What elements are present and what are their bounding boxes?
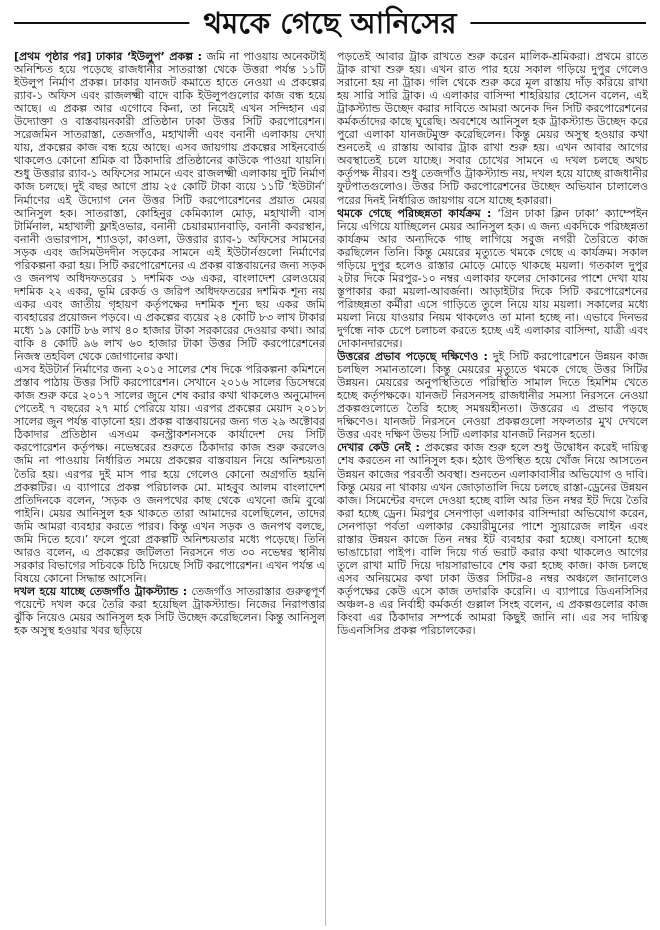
subheading: দেখার কেউ নেই : <box>337 441 420 455</box>
paragraph <box>337 441 648 637</box>
paragraph: পড়তেই আবার ট্রাক রাখতে শুরু করেন মালিক-শ্রমিকরা। প্রথমে রাতে ট্রাক রাখা শুরু হয়। এখন রাত পার হয়ে সকাল গড়িয়ে দুপুর গেলেও সরানো হয় না ট্রাক। গলি থেকে শুরু করে মূল রাস্তায় দাঁড় করিয়ে রাখা হয় সারি সারি ট্রাক। এ এলাকার বাসিন্দা শাহরিয়ার হোসেন বলেন, এই ট্রাকস্ট্যান্ড উচ্ছেদ করার দাবিতে আমরা অনেক দিন সিটি করপোরেশনের কর্মকর্তাদের কাছে ঘুরেছি। অবশেষে আনিসুল হক ট্রাকস্ট্যান্ড উচ্ছেদ করে পুরো এলাকা যানজটমুক্ত করেছিলেন। কিন্তু মেয়র অসুস্থ হওয়ার কথা শুনতেই এ রাস্তায় আবার ট্রাক রাখা শুরু হয়। এখন আবার আগের অবস্থাতেই চলে যাচ্ছে। সবার চোখের সামনে এ দখল চলছে অথচ কর্তৃপক্ষ নীরব। শুধু তেজগাঁও ট্রাকস্ট্যান্ড নয়, দখল হয়ে যাচ্ছে রাজধানীর ফুটপাতগুলোও। উত্তর সিটি করপোরেশনের উচ্ছেদ অভিযান চালালেও পরের দিনই নির্ধারিত জায়গায় বসে যাচ্ছে হকাররা। <box>337 50 648 207</box>
paragraph-text: তেজগাঁও সাতরাস্তার গুরুত্বপূর্ণ পয়েন্টে দখল করে তৈরি করা হয়েছিল ট্রাকস্ট্যান্ড। নিজের নিরাপত্তার ঝুঁকি নিয়েও মেয়র আনিসুল হক সিটি উচ্ছেদ করেছিলেন। কিন্তু আনিসুল হক অসুস্থ হওয়ার খবর ছড়িয়ে <box>14 584 325 638</box>
paragraph: এসব ইউটার্ন নির্মাণের জন্য ২০১৫ সালের শেষ দিকে পরিকল্পনা কমিশনে প্রস্তাব পাঠায় উত্তর সিটি করপোরেশন। সেখানে ২০১৬ সালের ডিসেম্বরে কাজ শুরু করে ২০১৭ সালের জুনে শেষ করার কথা থাকলেও অনুমোদন পেতেই ৭ বছরের ২৭ মার্চ পেরিয়ে যায়। এরপর প্রকল্পের মেয়াদ ২০১৮ সালের জুন পর্যন্ত বাড়ানো হয়। প্রকল্প বাস্তবায়নের জন্য গত ২৯ অক্টোবর ঠিকাদার প্রতিষ্ঠান এসএম কনস্ট্রাকশনসকে কার্যাদেশ দেয় সিটি করপোরেশন কর্তৃপক্ষ। নভেম্বরের শুরুতে ঠিকাদার কাজ শুরু করলেও জমি না পাওয়ায় নির্ধারিত সময়ে প্রকল্পের বাস্তবায়ন নিয়ে অনিশ্চয়তা তৈরি হয়। এরপর দুই মাস পার হয়ে গেলেও কোনো অগ্রগতি হয়নি প্রকল্পটির। এ ব্যাপারে প্রকল্প পরিচালক মো. মাহবুব আলম বাংলাদেশ প্রতিদিনকে বলেন, ‘সড়ক ও জনপথের কাছ থেকে এখনো জমি বুঝে পাইনি। মেয়র আনিসুল হক থাকতে তারা আমাদের বলেছিলেন, তাদের জমি আমরা ব্যবহার করতে পারব। কিন্তু এখন সড়ক ও জনপথ বলছে, জমি দিতে হবে।’ ফলে পুরো প্রকল্পটি অনিশ্চয়তার মধ্যে পড়েছে। তিনি আরও বলেন, এ প্রকল্পের জটিলতা নিরসনে গত ৩০ নভেম্বর স্থানীয় সরকার বিভাগের সচিবকে চিঠি দিয়েছে সিটি করপোরেশন। এখন পর্যন্ত এ বিষয়ে কোনো সিদ্ধান্ত আসেনি। <box>14 363 325 585</box>
paragraph <box>337 350 648 441</box>
headline: থমকে গেছে আনিসের <box>189 4 470 42</box>
paragraph-text: জমি না পাওয়ায় অনেকটাই অনিশ্চিত হয়ে পড়েছে রাজধানীর সাতরাস্তা থেকে উত্তরা পর্যন্ত ১১টি ইউলুপ নির্মাণ প্রকল্প। ঢাকার যানজট কমাতে হাতে নেওয়া এ প্রকল্পের র‌্যাব-১ অফিস এবং রাজলক্ষ্মী বাদে বাকি ইউলুপগুলোর কাজ বন্ধ হয়ে আছে। এ প্রকল্প আর এগোবে কিনা, তা নিয়েই এখন সন্দিহান এর উদ্যোক্তা ও বাস্তবায়নকারী প্রতিষ্ঠান ঢাকা উত্তর সিটি করপোরেশন। সরেজমিন সাতরাস্তা, তেজগাঁও, মহাখালী এবং বনানী এলাকায় দেখা যায়, প্রকল্পের কাজ বন্ধ হয়ে আছে। এসব জায়গায় প্রকল্পের সাইনবোর্ড থাকলেও কোনো শ্রমিক বা ঠিকাদারি প্রতিষ্ঠানের কাউকে পাওয়া যায়নি। শুধু উত্তরার র‌্যাব-১ অফিসের সামনে এবং রাজলক্ষ্মী এলাকায় দুটি নির্মাণ কাজ চলছে। দুই বছর আগে প্রায় ২৫ কোটি টাকা ব্যয়ে ১১টি ‘ইউটার্ন’ নির্মাণের এই উদ্যোগ নেন উত্তর সিটি করপোরেশনের প্রয়াত মেয়র আনিসুল হক। সাতরাস্তা, কোহিনুর কেমিক্যাল মোড়, মহাখালী বাস টার্মিনাল, মহাখালী ফ্লাইওভার, বনানী চেয়ারম্যানবাড়ি, বনানী কবরস্থান, বনানী ওভারপাস, শ্যাওড়া, কাওলা, উত্তরার র‌্যাব-১ অফিসের সামনের সড়ক এবং জসিমউদদীন সড়কের সামনে এই ইউটার্নগুলো নির্মাণের পরিকল্পনা করা হয়। সিটি করপোরেশনের এ প্রকল্প বাস্তবায়নের জন্য সড়ক ও জনপথ অধিদফতরের ১ দশমিক ৩৬ একর, বাংলাদেশ রেলওয়ের দশমিক ২২ একর, ভূমি রেকর্ড ও জরিপ অধিদফতরের দশমিক শূন্য নয় একর এবং জাতীয় গৃহায়ণ কর্তৃপক্ষের দশমিক শূন্য ছয় একর জমি ব্যবহারের প্রয়োজন পড়বে। এ প্রকল্পের ব্যয়ের ২৪ কোটি ৮৩ লাখ টাকার মধ্যে ১৯ কোটি ৮৬ লাখ ৪০ হাজার টাকা সরকারের দেওয়ার কথা। আর বাকি ৪ কোটি ৯৬ লাখ ৬০ হাজার টাকা উত্তর সিটি করপোরেশনের নিজস্ব তহবিল থেকে জোগানোর কথা। <box>14 50 325 364</box>
paragraph <box>14 585 325 637</box>
paragraph <box>14 50 325 363</box>
headline-bar <box>0 0 660 46</box>
column-right <box>337 50 648 926</box>
column-left <box>14 50 325 926</box>
paragraph <box>337 207 648 351</box>
subheading: দখল হয়ে যাচ্ছে তেজগাঁও ট্রাকস্ট্যান্ড : <box>14 584 188 598</box>
subheading: থমকে গেছে পরিচ্ছন্নতা কার্যক্রম : <box>337 206 492 220</box>
article-columns <box>14 50 648 926</box>
paragraph-text: প্রকল্পের কাজ শুরু হলে শুধু উদ্বোধন করেই দায়িত্ব শেষ করতেন না আনিসুল হক। হঠাৎ উপস্থিত হয়ে খোঁজ নিয়ে আসতেন উন্নয়ন কাজের পরবর্তী অবস্থা। শুনতেন এলাকাবাসীর অভিযোগ ও দাবি। কিন্তু মেয়র না থাকায় এখন জোড়াতালি দিয়ে চলছে রাস্তা-ড্রেনের উন্নয়ন কাজ। সিমেন্টের বদলে দেওয়া হচ্ছে বালি আর তিন নম্বর ইট দিয়ে তৈরি করা হচ্ছে ড্রেন। মিরপুর সেনপাড়া এলাকার বাসিন্দারা অভিযোগ করেন, সেনপাড়া পর্বতা এলাকার কেয়ারীমুনের পাশে স্যুয়ারেজ লাইন এবং রাস্তার উন্নয়ন কাজে তিন নম্বর ইট ব্যবহার করা হচ্ছে। বসানো হচ্ছে ভাঙাচোরা পাইপ। বালি দিয়ে গর্ত ভরাট করার কথা থাকলেও আগের তুলে রাখা মাটি দিয়ে দায়সারাভাবে শেষ করা হচ্ছে কাজ। কাজ চলছে এসব অনিয়মের কথা ঢাকা উত্তর সিটির-৪ নম্বর অঞ্চলে জানালেও কর্তৃপক্ষের কেউ এসে কাজ তদারকি করেনি। এ ব্যাপারে ডিএনসিসির অঞ্চল-৪ এর নির্বাহী কর্মকর্তা গুল্লাল সিংহ বলেন, এ প্রকল্পগুলোর কাজ কিংবা এর ঠিকাদার সম্পর্কে আমরা কিছুই জানি না। এর সব দায়িত্ব ডিএনসিসির প্রকল্প পরিচালকের। <box>337 441 648 638</box>
lead-label: [প্রথম পৃষ্ঠার পর] ঢাকার ‘ইউলুপ’ প্রকল্প : <box>14 50 202 63</box>
paragraph-text: দুই সিটি করপোরেশনে উন্নয়ন কাজ চলছিল সমানতালে। কিন্তু মেয়রের মৃত্যুতে থমকে গেছে উত্তর সিটির উন্নয়ন। মেয়রের অনুপস্থিতিতে পরিস্থিতি সামাল দিতে হিমশিম খেতে হচ্ছে কর্তৃপক্ষকে। যানজট নিরসনসহ রাজধানীর সমস্যা নিরসনে নেওয়া প্রকল্পগুলোতে তৈরি হচ্ছে সমন্বয়হীনতা। উত্তরের এ প্রভাব পড়ছে দক্ষিণেও। যানজট নিরসনে নেওয়া প্রকল্পগুলো সফলতার মুখ দেখলে উত্তর এবং দক্ষিণ উভয় সিটি এলাকার যানজট নিরসন হতো। <box>337 350 648 442</box>
paragraph-text: ‘গ্রিন ঢাকা ক্লিন ঢাকা’ ক্যাম্পেইন নিয়ে এগিয়ে যাচ্ছিলেন মেয়র আনিসুল হক। এ জন্য একদিকে পরিচ্ছন্নতা কার্যক্রম আর অন্যদিকে গাছ লাগিয়ে সবুজ নগরী তৈরিতে কাজ করছিলেন তিনি। কিন্তু মেয়রের মৃত্যুতে থমকে গেছে এ কার্যক্রম। সকাল গড়িয়ে দুপুর হলেও রাস্তার মোড়ে মোড়ে থাকছে ময়লা। গতকাল দুপুর ২টার দিকে মিরপুর-১০ নম্বর এলাকার ফলের দোকানের পাশে দেখা যায় স্তূপাকার করা ময়লা-আবর্জনা। আড়াইটার দিকে সিটি করপোরেশনের পরিচ্ছন্নতা কর্মীরা এসে গাড়িতে তুলে নিয়ে যায় ময়লা। সকালের মধ্যে ময়লা নিয়ে যাওয়ার নিয়ম থাকলেও তা মানা হচ্ছে না। এভাবে দিনভর দুর্গন্ধে নাক চেপে চলাচল করতে হচ্ছে এই এলাকার বাসিন্দা, যাত্রী এবং দোকানদারদের। <box>337 206 648 351</box>
subheading: উত্তরের প্রভাব পড়েছে দক্ষিণেও : <box>337 350 488 364</box>
